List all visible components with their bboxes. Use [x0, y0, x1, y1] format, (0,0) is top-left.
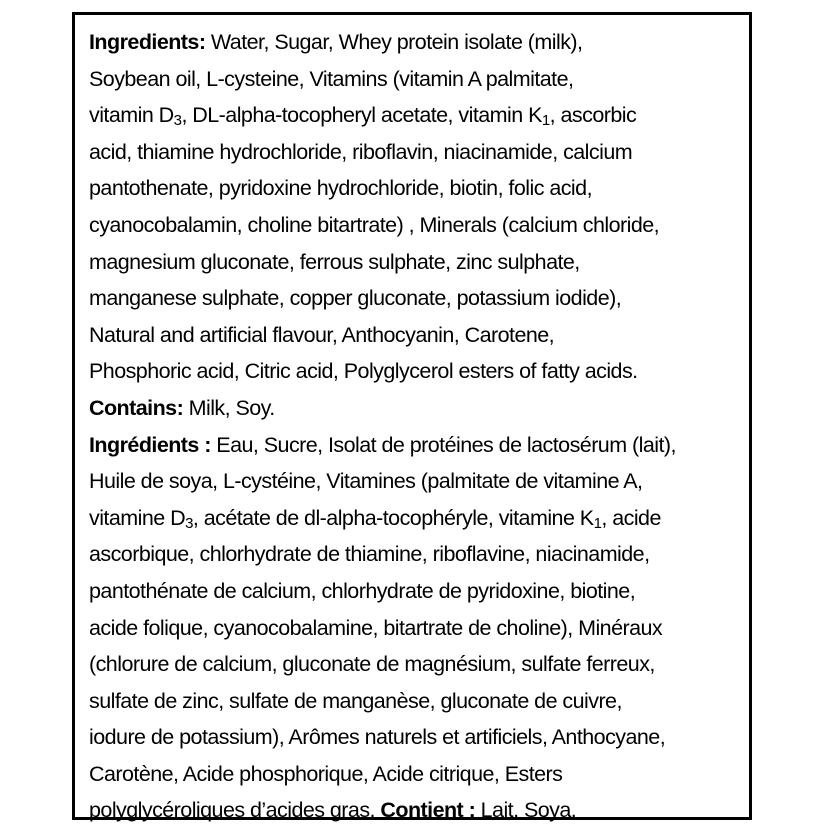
text-line: Carotène, Acide phosphorique, Acide citrique, Esters	[89, 761, 563, 786]
subscript: 3	[173, 112, 182, 130]
ingredients-heading: Ingredients:	[89, 30, 206, 54]
text-line: Ingredients: Water, Sugar, Whey protein isolate (milk),	[89, 30, 583, 54]
french-ingredients	[89, 427, 738, 830]
text-line: acide folique, cyanocobalamine, bitartrate de choline), Minéraux	[89, 615, 663, 640]
text-line: cyanocobalamin, choline bitartrate) , Minerals (calcium chloride,	[89, 212, 660, 237]
subscript: 1	[593, 514, 602, 532]
text-line: iodure de potassium), Arômes naturels et artificiels, Anthocyane,	[89, 725, 666, 750]
text-line: ascorbique, chlorhydrate de thiamine, riboflavine, niacinamide,	[89, 542, 650, 567]
contains-heading-fr: Contient :	[380, 798, 476, 823]
ingredients-label	[72, 12, 752, 823]
text-line: pantothenate, pyridoxine hydrochloride, biotin, folic acid,	[89, 176, 592, 201]
text-line: Soybean oil, L-cysteine, Vitamins (vitamin A palmitate,	[89, 66, 574, 91]
contains-line-fr: polyglycéroliques d’acides gras. Contient : Lait, Soya.	[89, 798, 577, 823]
text-line: (chlorure de calcium, gluconate de magnésium, sulfate ferreux,	[89, 652, 655, 677]
contains-line: Contains: Milk, Soy.	[89, 395, 275, 420]
contains-heading: Contains:	[89, 395, 184, 420]
english-ingredients	[89, 24, 738, 427]
text-line: Ingrédients : Eau, Sucre, Isolat de protéines de lactosérum (lait),	[89, 432, 676, 457]
text-line: vitamin $D_3$, DL-alpha-tocopheryl acetate, vitamin $K_1$, ascorbic	[89, 103, 637, 130]
text-line: Huile de soya, L-cystéine, Vitamines (palmitate de vitamine A,	[89, 469, 643, 494]
subscript: 3	[185, 514, 193, 532]
text-line: acid, thiamine hydrochloride, riboflavin, niacinamide, calcium	[89, 139, 633, 164]
text-line: Phosphoric acid, Citric acid, Polyglycerol esters of fatty acids.	[89, 359, 638, 384]
text-line: sulfate de zinc, sulfate de manganèse, gluconate de cuivre,	[89, 688, 622, 713]
ingredients-heading-fr: Ingrédients :	[89, 432, 211, 457]
text-line: pantothénate de calcium, chlorhydrate de pyridoxine, biotine,	[89, 578, 636, 603]
text-line: magnesium gluconate, ferrous sulphate, zinc sulphate,	[89, 249, 580, 274]
subscript: 1	[541, 112, 550, 130]
text-line: manganese sulphate, copper gluconate, potassium iodide),	[89, 286, 622, 311]
text-line: vitamine $D_3$, acétate de dl-alpha-tocophéryle, vitamine $K_1$, acide	[89, 505, 661, 532]
text-line: Natural and artificial flavour, Anthocyanin, Carotene,	[89, 322, 555, 347]
